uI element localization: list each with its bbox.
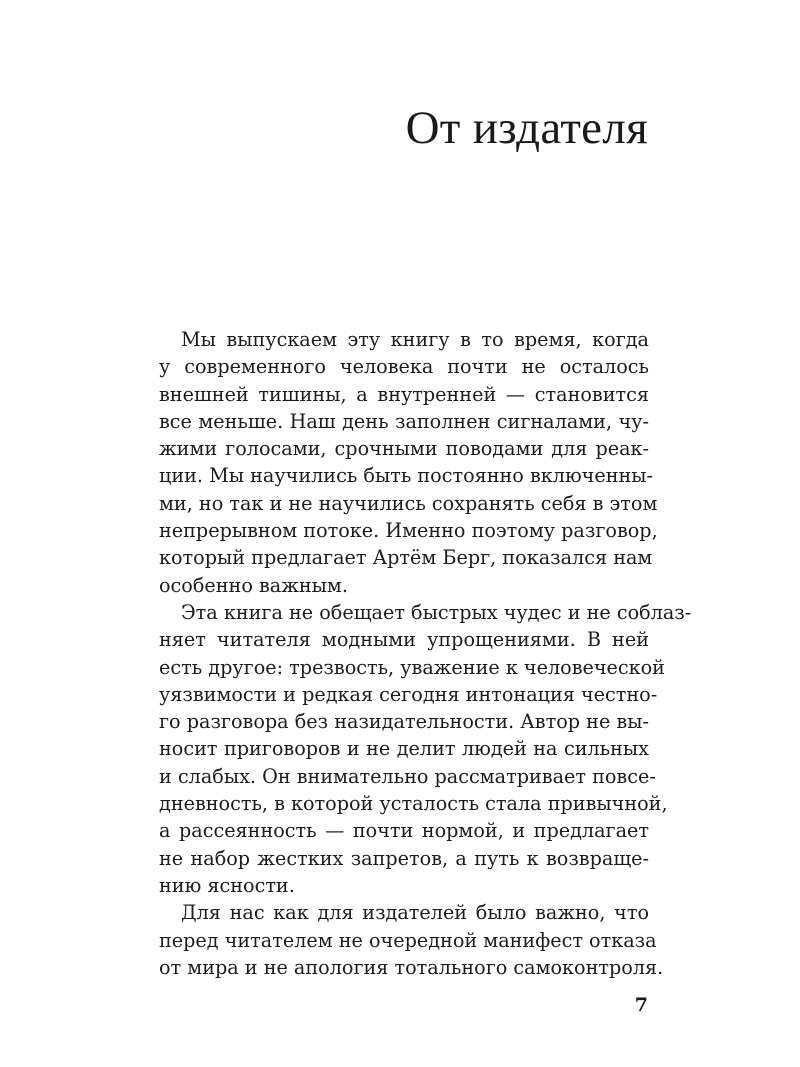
- text-line: внешней тишины, а внутренней — становится: [159, 382, 649, 406]
- text-line: от мира и не апология тотального самоконтроля.: [159, 955, 664, 979]
- text-line: у современного человека почти не осталось: [159, 355, 649, 379]
- text-line: жими голосами, срочными поводами для реак-: [159, 437, 649, 461]
- text-line: носит приговоров и не делит людей на сильных: [159, 737, 649, 761]
- text-line: дневность, в которой усталость стала привычной,: [159, 792, 668, 816]
- paragraph: [159, 599, 692, 899]
- body-text: [159, 326, 692, 981]
- text-line: и слабых. Он внимательно рассматривает повсе-: [159, 764, 656, 788]
- text-line: который предлагает Артём Берг, показался нам: [159, 546, 653, 570]
- page-title: От издателя: [405, 102, 648, 154]
- text-line: Эта книга не обещает быстрых чудес и не соблаз-: [181, 600, 692, 624]
- text-line: непрерывном потоке. Именно поэтому разговор,: [159, 519, 658, 543]
- text-line: ми, но так и не научились сохранять себя в этом: [159, 491, 658, 515]
- text-line: а рассеянность — почти нормой, и предлагает: [159, 819, 649, 843]
- text-line: уязвимости и редкая сегодня интонация честно-: [159, 682, 658, 706]
- paragraph: [159, 326, 658, 599]
- text-line: не набор жестких запретов, а путь к возвраще-: [159, 846, 649, 870]
- paragraph: [159, 899, 664, 981]
- text-line: нию ясности.: [159, 873, 295, 897]
- text-line: ции. Мы научились быть постоянно включенны-: [159, 464, 654, 488]
- text-line: Мы выпускаем эту книгу в то время, когда: [181, 328, 649, 351]
- text-line: няет читателя модными упрощениями. В ней: [159, 628, 649, 652]
- text-line: перед читателем не очередной манифест отказа: [159, 928, 657, 952]
- text-line: особенно важным.: [159, 573, 348, 597]
- text-line: го разговора без назидательности. Автор не вы-: [159, 710, 649, 734]
- text-line: есть другое: трезвость, уважение к человеческой: [159, 655, 665, 679]
- page-number: 7: [634, 994, 648, 1016]
- text-line: все меньше. Наш день заполнен сигналами, чу-: [159, 409, 649, 433]
- text-line: Для нас как для издателей было важно, что: [181, 901, 649, 925]
